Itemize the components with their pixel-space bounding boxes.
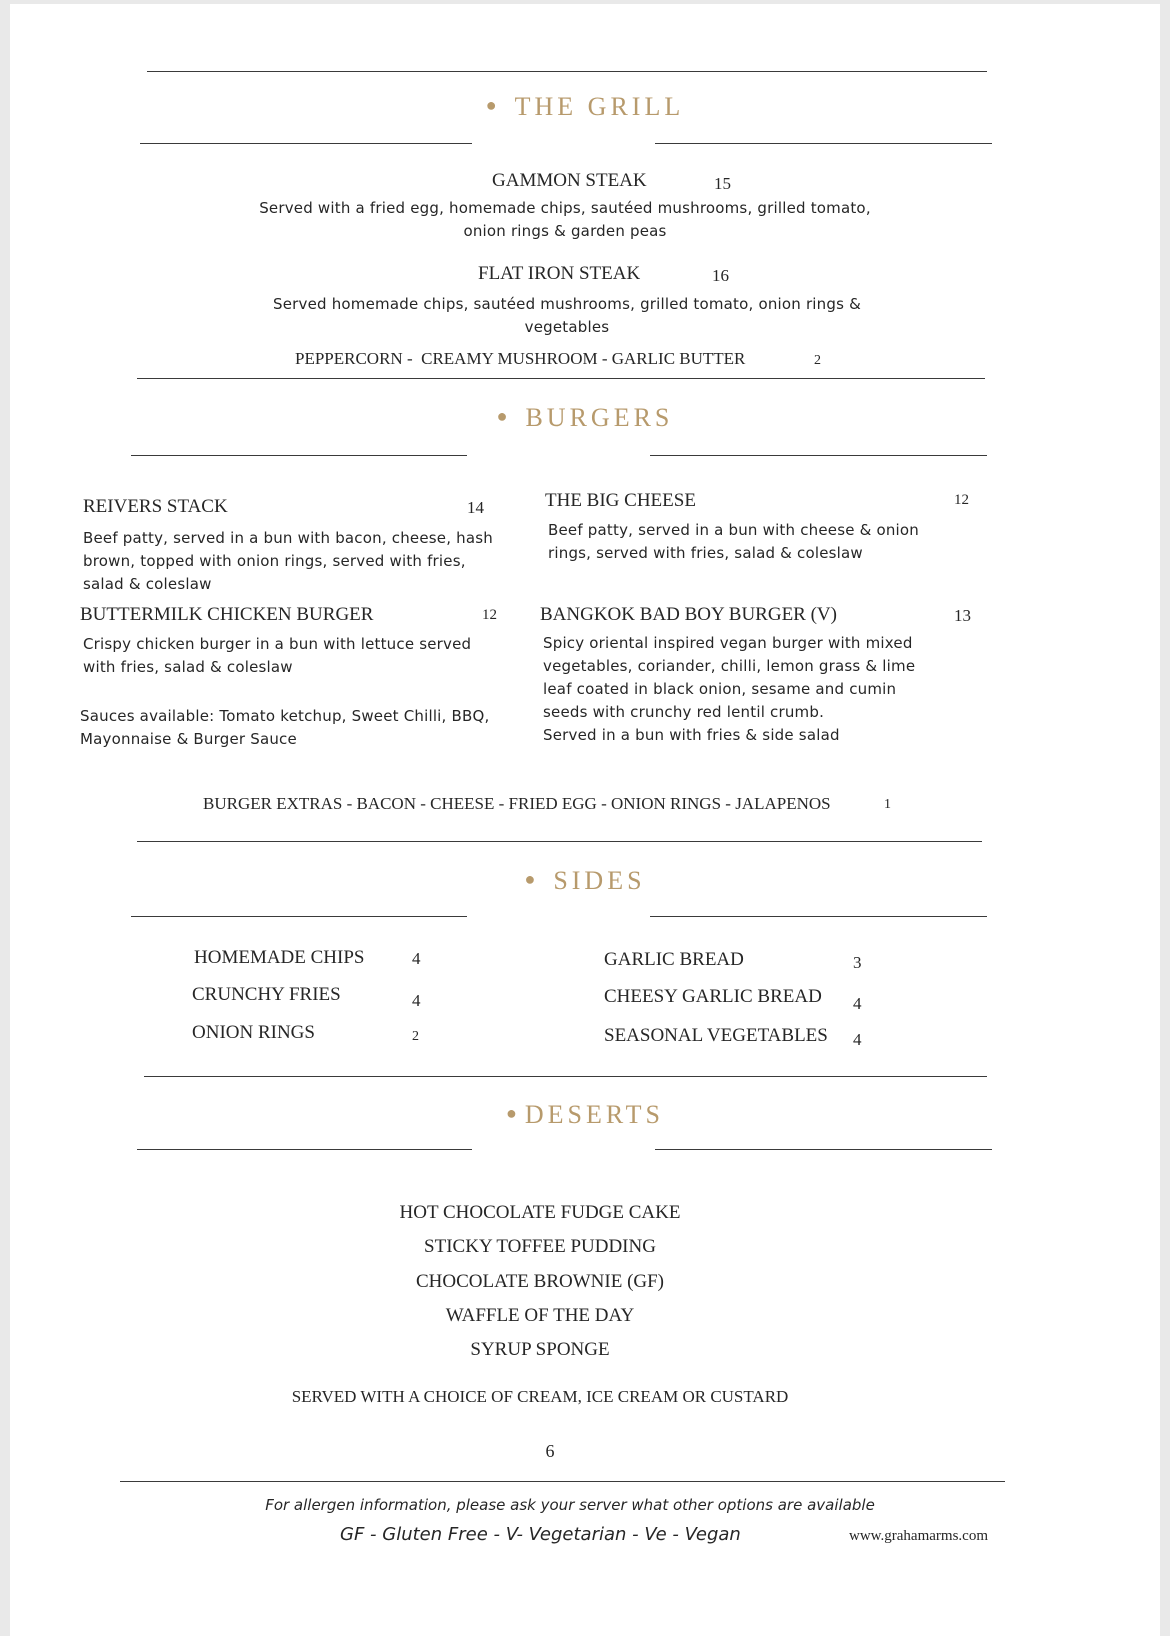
side-name: SEASONAL VEGETABLES (604, 1025, 828, 1046)
grill-sauces-price: 2 (814, 353, 821, 368)
item-name-gammon-steak: GAMMON STEAK (492, 170, 647, 191)
divider (137, 378, 985, 379)
desert-item: SYRUP SPONGE (470, 1339, 610, 1360)
divider (120, 1481, 1005, 1482)
divider (147, 71, 987, 72)
side-price: 4 (412, 949, 421, 968)
desert-item: STICKY TOFFEE PUDDING (424, 1236, 656, 1257)
desert-item: CHOCOLATE BROWNIE (GF) (415, 1271, 665, 1292)
divider (140, 143, 472, 144)
divider (655, 143, 992, 144)
item-name-bangkok-bad-boy: BANGKOK BAD BOY BURGER (V) (540, 604, 837, 625)
allergen-note: For allergen information, please ask your server what other options are available (265, 1496, 875, 1514)
desert-item: HOT CHOCOLATE FUDGE CAKE (399, 1202, 681, 1223)
divider (137, 1149, 472, 1150)
item-desc-gammon-steak: Served with a fried egg, homemade chips, sautéed mushrooms, grilled tomato, onion rings & garden peas (259, 199, 871, 240)
burger-sauces-note: Sauces available: Tomato ketchup, Sweet Chilli, BBQ, Mayonnaise & Burger Sauce (80, 707, 490, 748)
side-price: 4 (412, 991, 421, 1010)
side-price: 4 (853, 994, 862, 1013)
side-name: HOMEMADE CHIPS (194, 947, 365, 968)
side-name: CRUNCHY FRIES (192, 984, 341, 1005)
website-link[interactable]: www.grahamarms.com (849, 1528, 988, 1544)
section-heading-burgers: ● BURGERS (496, 403, 674, 432)
item-desc-bangkok-bad-boy: Spicy oriental inspired vegan burger with mixed vegetables, coriander, chilli, lemon grass & lime leaf coated in black onion, sesame and cumin seeds with crunchy red lentil crumb. Served in a bun with fries & side salad (543, 634, 916, 744)
bullet-icon: ● (496, 406, 512, 426)
desert-item: WAFFLE OF THE DAY (445, 1305, 635, 1326)
item-price-big-cheese: 12 (954, 492, 969, 508)
divider (131, 455, 467, 456)
burger-extras-price: 1 (884, 797, 891, 812)
item-name-flat-iron-steak: FLAT IRON STEAK (478, 263, 641, 284)
desert-price: 6 (545, 1441, 555, 1461)
item-desc-flat-iron-steak: Served homemade chips, sautéed mushrooms, grilled tomato, onion rings & vegetables (272, 295, 861, 336)
item-price-reivers-stack: 14 (467, 498, 484, 517)
section-heading-sides: ● SIDES (524, 866, 646, 895)
item-desc-buttermilk-chicken: Crispy chicken burger in a bun with lettuce served with fries, salad & coleslaw (83, 635, 472, 676)
side-price: 2 (412, 1029, 419, 1044)
dietary-legend: GF - Gluten Free - V- Vegetarian - Ve - Vegan (340, 1524, 741, 1545)
grill-sauces: PEPPERCORN - CREAMY MUSHROOM - GARLIC BUTTER (295, 349, 746, 368)
item-name-buttermilk-chicken: BUTTERMILK CHICKEN BURGER (80, 604, 374, 625)
section-heading-grill: ● THE GRILL (485, 92, 685, 121)
item-price-flat-iron-steak: 16 (712, 266, 729, 285)
bullet-icon: ● (524, 869, 540, 889)
divider (655, 1149, 992, 1150)
side-price: 3 (853, 953, 862, 972)
item-price-buttermilk-chicken: 12 (482, 607, 497, 623)
divider (144, 1076, 987, 1077)
divider (131, 916, 467, 917)
side-price: 4 (853, 1030, 862, 1049)
side-name: CHEESY GARLIC BREAD (604, 986, 822, 1007)
side-name: GARLIC BREAD (604, 949, 744, 970)
side-name: ONION RINGS (192, 1022, 315, 1043)
item-price-gammon-steak: 15 (714, 174, 731, 193)
divider (650, 455, 987, 456)
item-name-big-cheese: THE BIG CHEESE (545, 490, 696, 511)
bullet-icon: ● (506, 1103, 521, 1123)
item-desc-reivers-stack: Beef patty, served in a bun with bacon, cheese, hash brown, topped with onion rings, served with fries, salad & coleslaw (83, 529, 493, 593)
divider (650, 916, 987, 917)
desert-served-with: SERVED WITH A CHOICE OF CREAM, ICE CREAM OR CUSTARD (291, 1387, 789, 1406)
item-price-bangkok-bad-boy: 13 (954, 606, 971, 625)
item-desc-big-cheese: Beef patty, served in a bun with cheese & onion rings, served with fries, salad & coleslaw (548, 521, 920, 562)
section-heading-deserts: ● DESERTS (506, 1100, 664, 1129)
item-name-reivers-stack: REIVERS STACK (83, 496, 228, 517)
burger-extras: BURGER EXTRAS - BACON - CHEESE - FRIED EGG - ONION RINGS - JALAPENOS (203, 794, 831, 813)
bullet-icon: ● (485, 95, 501, 115)
menu-page (10, 4, 1160, 1636)
divider (137, 841, 982, 842)
